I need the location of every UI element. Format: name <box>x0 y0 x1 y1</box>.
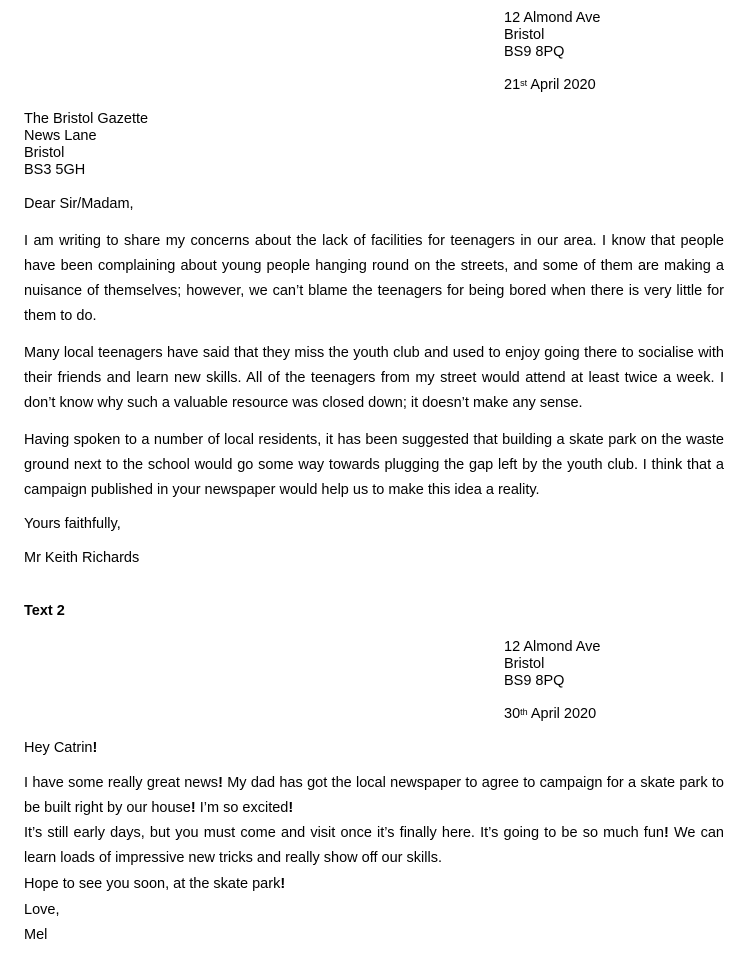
text1-paragraph: Having spoken to a number of local residents, it has been suggested that building a skate park on the waste ground next to the school would go some way towards plugging the gap left by the youth club. I think that a campaign published in your newspaper would help us to make this idea a reality. <box>24 432 724 498</box>
text2-greeting: Hey Catrin! <box>24 740 98 756</box>
text2-heading: Text 2 <box>24 603 65 619</box>
address-line: BS9 8PQ <box>504 44 565 60</box>
text2-paragraph: It’s still early days, but you must come and visit once it’s finally here. It’s going to be so much fun! We can learn loads of impressive new tricks and really show off our skills. <box>24 825 724 866</box>
text2-closing: Love, <box>24 902 60 918</box>
address-line: 12 Almond Ave <box>504 639 601 655</box>
address-line: Bristol <box>24 145 65 161</box>
text2-paragraph: Hope to see you soon, at the skate park! <box>24 876 286 892</box>
address-line: Bristol <box>504 656 545 672</box>
text2-signature: Mel <box>24 927 48 943</box>
address-line: News Lane <box>24 128 97 144</box>
address-line: BS9 8PQ <box>504 673 565 689</box>
text2-paragraph: I have some really great news! My dad has got the local newspaper to agree to campaign for a skate park to be built right by our house! I’m so excited! <box>24 775 725 816</box>
address-line: 12 Almond Ave <box>504 10 601 26</box>
text1-paragraph: I am writing to share my concerns about the lack of facilities for teenagers in our area. I know that people have been complaining about young people hanging round on the streets, and some of them are making a nuisance of themselves; however, we can’t blame the teenagers for being bored when there is very little for them to do. <box>24 233 724 324</box>
text1-date: 21st April 2020 <box>504 77 596 93</box>
address-line: BS3 5GH <box>24 162 86 178</box>
text1-closing: Yours faithfully, <box>24 516 121 532</box>
text1-paragraph: Many local teenagers have said that they miss the youth club and used to enjoy going there to socialise with their friends and learn new skills. All of the teenagers from my street would attend at least twice a week. I don’t know why such a valuable resource was closed down; it doesn’t make any sense. <box>24 345 724 411</box>
text2-date: 30th April 2020 <box>504 706 597 722</box>
text1-salutation: Dear Sir/Madam, <box>24 196 134 212</box>
address-line: The Bristol Gazette <box>24 111 149 127</box>
address-line: Bristol <box>504 27 545 43</box>
text1-signature: Mr Keith Richards <box>24 550 140 566</box>
